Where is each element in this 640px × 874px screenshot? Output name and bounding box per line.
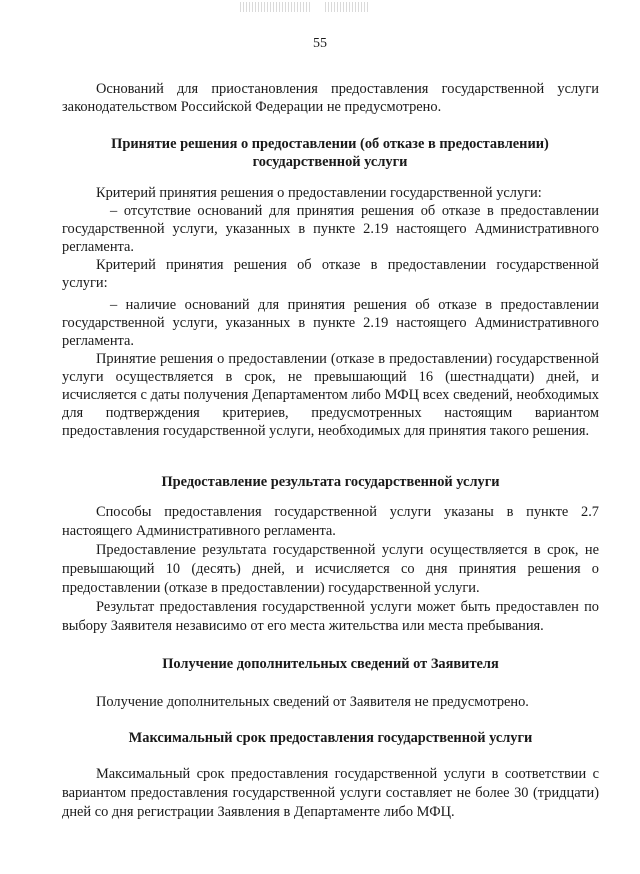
paragraph: – наличие оснований для принятия решения об отказе в предоставлении государственной услуги, указанных в пункте 2.19 настоящего Административного регламента. [62, 297, 599, 349]
result-section [62, 503, 599, 636]
paragraph: Критерий принятия решения о предоставлении государственной услуги: [96, 185, 542, 201]
intro-section [62, 80, 599, 116]
paragraph: Предоставление результата государственной услуги осуществляется в срок, не превышающий 10 (десять) дней, и исчисляется со дня принятия решения о предоставлении (отказе в предоставлении) государственной услуги. [62, 542, 599, 596]
page-number: 55 [313, 36, 327, 51]
paragraph: Получение дополнительных сведений от Заявителя не предусмотрено. [96, 694, 529, 710]
additional-info-section [62, 693, 599, 711]
section-heading: Принятие решения о предоставлении (об отказе в предоставлении) государственной услуги [111, 136, 549, 170]
section-heading: Получение дополнительных сведений от Заявителя [162, 656, 499, 672]
paragraph: Способы предоставления государственной услуги указаны в пункте 2.7 настоящего Административного регламента. [62, 504, 599, 539]
section-heading: Предоставление результата государственной услуги [161, 474, 500, 490]
section-heading: Максимальный срок предоставления государственной услуги [128, 730, 533, 746]
paragraph: – отсутствие оснований для принятия решения об отказе в предоставлении государственной услуги, указанных в пункте 2.19 настоящего Административного регламента. [62, 203, 599, 255]
paragraph: Принятие решения о предоставлении (отказе в предоставлении) государственной услуги осуществляется в срок, не превышающий 16 (шестнадцати) дней, и исчисляется с даты получения Департаментом либо МФЦ всех сведений, необходимых для подтверждения критериев, предусмотренных настоящим вариантом предоставления государственной услуги, необходимых для принятия такого решения. [62, 351, 599, 439]
paragraph: Максимальный срок предоставления государственной услуги в соответствии с вариантом предоставления государственной услуги составляет не более 30 (тридцати) дней со дня регистрации Заявления в Департаменте либо МФЦ. [62, 766, 599, 820]
scan-artifact [325, 2, 370, 12]
max-term-section [62, 765, 599, 822]
paragraph: Оснований для приостановления предоставления государственной услуги законодательством Российской Федерации не предусмотрено. [62, 81, 599, 115]
paragraph: Результат предоставления государственной услуги может быть предоставлен по выбору Заявителя независимо от его места жительства или места пребывания. [62, 599, 599, 634]
paragraph: Критерий принятия решения об отказе в предоставлении государственной услуги: [62, 257, 599, 291]
scan-artifact [240, 2, 310, 12]
decision-section [62, 184, 599, 440]
